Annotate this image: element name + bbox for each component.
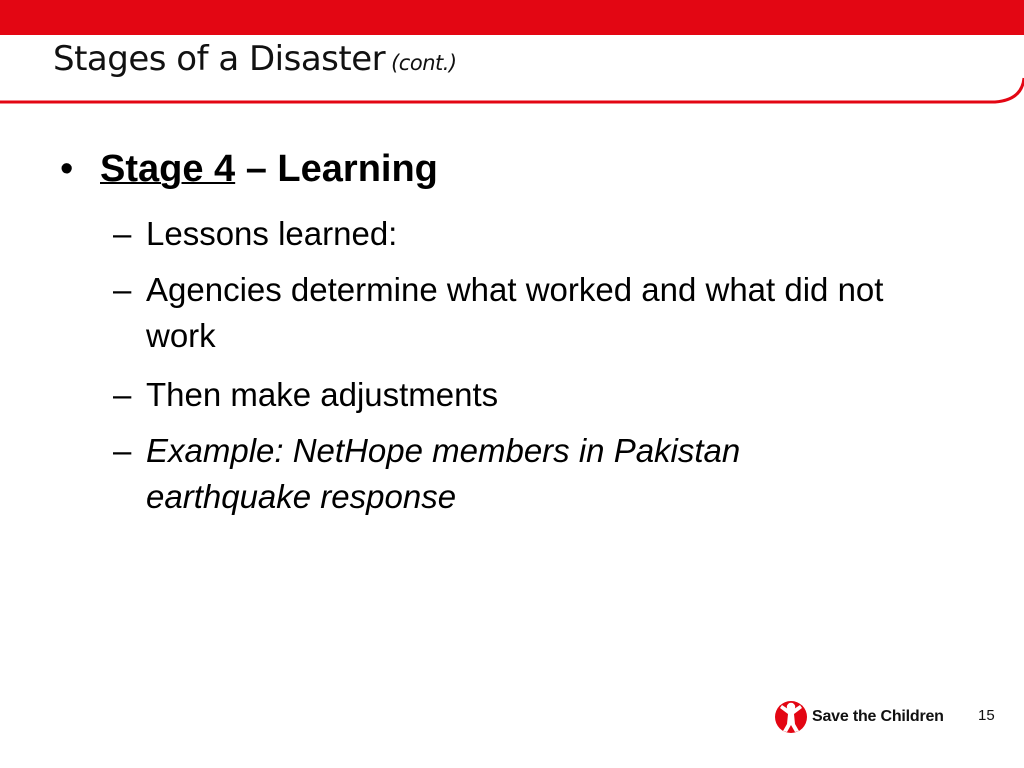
dash-glyph: – bbox=[113, 271, 132, 308]
sub-bullet-text: Then make adjustments bbox=[146, 376, 499, 413]
sub-bullet bbox=[113, 372, 933, 418]
dash-glyph: – bbox=[113, 215, 132, 252]
sub-bullet-text: Agencies determine what worked and what did not work bbox=[146, 271, 884, 354]
slide-title-text: Stages of a Disaster bbox=[53, 39, 386, 79]
bullet-glyph: • bbox=[60, 148, 74, 190]
sub-bullet bbox=[113, 211, 933, 257]
logo-text: Save the Children bbox=[812, 708, 944, 725]
page-number: 15 bbox=[978, 707, 995, 724]
sub-bullet bbox=[113, 428, 933, 520]
stage-heading: – Learning bbox=[235, 148, 438, 190]
dash-glyph: – bbox=[113, 376, 132, 413]
slide-title-suffix: (cont.) bbox=[391, 51, 457, 75]
child-figure-icon bbox=[774, 697, 810, 737]
dash-glyph: – bbox=[113, 432, 132, 469]
sub-bullet-text: Lessons learned: bbox=[146, 215, 398, 252]
stage-label: Stage 4 bbox=[100, 148, 236, 190]
sub-bullet bbox=[113, 267, 933, 359]
main-bullet-text bbox=[100, 148, 438, 191]
save-the-children-logo bbox=[774, 697, 964, 737]
sub-bullet-text: Example: NetHope members in Pakistan earthquake response bbox=[146, 432, 741, 515]
